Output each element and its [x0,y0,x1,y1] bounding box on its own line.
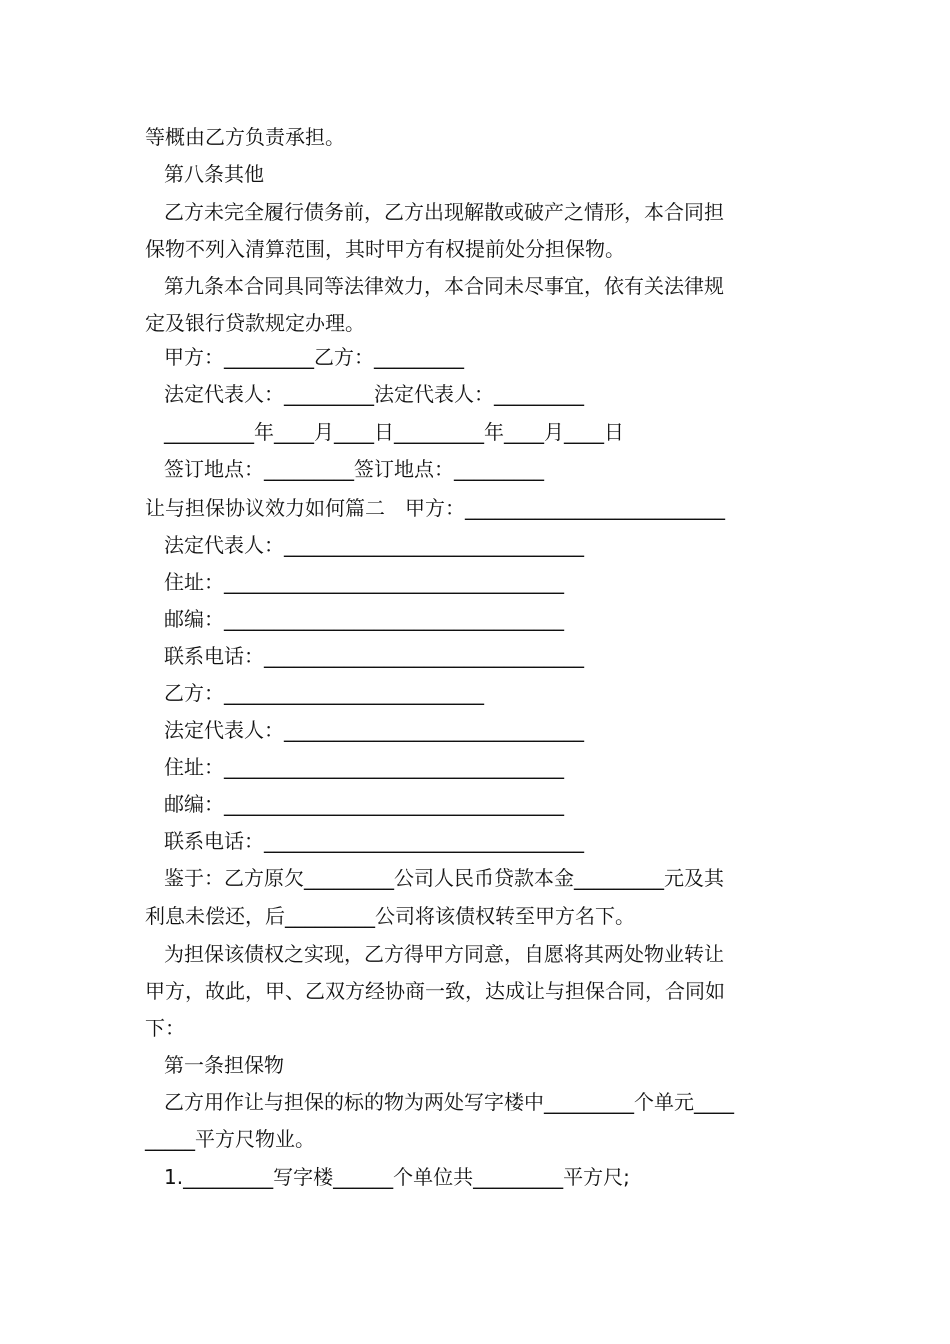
text-line: 第九条本合同具同等法律效力，本合同未尽事宜，依有关法律规 [164,274,724,298]
date-line: _________年____月____日_________年____月____日 [164,420,624,444]
signature-line: 法定代表人：_________法定代表人：_________ [164,382,584,406]
list-item: 1._________写字楼______个单位共_________平方尺; [164,1165,630,1189]
text-line: 等概由乙方负责承担。 [145,125,345,149]
signature-line: 签订地点：_________签订地点：_________ [164,457,544,481]
form-field-line: 邮编：__________________________________ [164,607,564,631]
text-line: 甲方，故此，甲、乙双方经协商一致，达成让与担保合同，合同如 [145,979,725,1003]
section-heading: 第八条其他 [164,162,264,186]
form-field-line: 邮编：__________________________________ [164,792,564,816]
form-field-line: 乙方：__________________________ [164,681,484,705]
text-line: 定及银行贷款规定办理。 [145,311,365,335]
form-field-line: 法定代表人：______________________________ [164,533,584,557]
text-line: 保物不列入清算范围，其时甲方有权提前处分担保物。 [145,237,625,261]
text-line: 乙方用作让与担保的标的物为两处写字楼中_________个单元____ [164,1090,734,1114]
text-line: _____平方尺物业。 [145,1127,315,1151]
signature-line: 甲方：_________乙方：_________ [164,345,464,369]
section-heading: 第一条担保物 [164,1053,284,1077]
text-line: 利息未偿还，后_________公司将该债权转至甲方名下。 [145,904,635,928]
text-line: 乙方未完全履行债务前，乙方出现解散或破产之情形，本合同担 [164,200,724,224]
form-field-line: 住址：__________________________________ [164,570,564,594]
text-line: 鉴于：乙方原欠_________公司人民币贷款本金_________元及其 [164,866,724,890]
form-field-line: 联系电话：________________________________ [164,829,584,853]
form-field-line: 联系电话：________________________________ [164,644,584,668]
text-line: 下： [145,1016,185,1040]
text-line: 为担保该债权之实现，乙方得甲方同意，自愿将其两处物业转让 [164,942,724,966]
section-title-line: 让与担保协议效力如何篇二 甲方：__________________________ [145,496,725,520]
form-field-line: 法定代表人：______________________________ [164,718,584,742]
form-field-line: 住址：__________________________________ [164,755,564,779]
